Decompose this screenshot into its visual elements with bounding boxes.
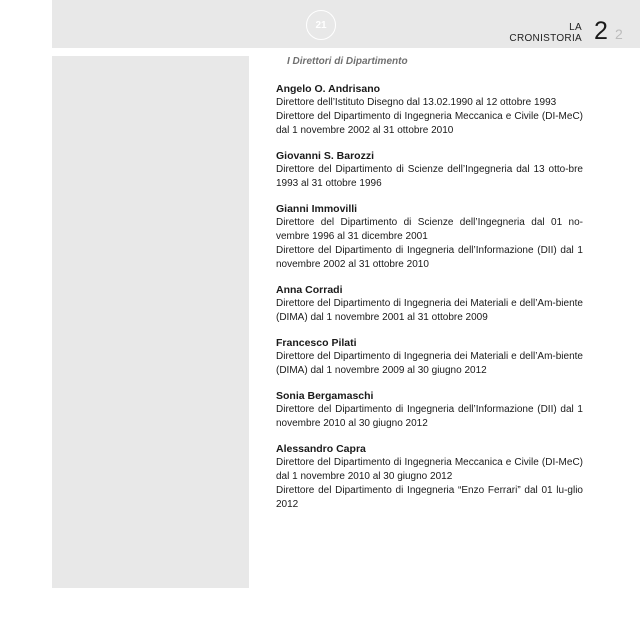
director-entry — [276, 149, 583, 191]
director-role: Direttore del Dipartimento di Ingegneria Meccanica e Civile (DI-MeC) dal 1 novembre 2002 al 31 ottobre 2010 — [276, 111, 583, 136]
director-role: Direttore del Dipartimento di Scienze dell’Ingegneria dal 01 no-vembre 1996 al 31 dicembre 2001 — [276, 217, 583, 242]
director-entry — [276, 82, 583, 138]
side-panel — [52, 56, 249, 588]
director-name: Sonia Bergamaschi — [276, 390, 374, 402]
director-role: Direttore del Dipartimento di Ingegneria Meccanica e Civile (DI-MeC) dal 1 novembre 2010 al 30 giugno 2012 — [276, 457, 583, 482]
section-label-line1: LA — [569, 22, 582, 33]
director-role: Direttore del Dipartimento di Ingegneria dei Materiali e dell’Am-biente (DIMA) dal 1 novembre 2001 al 31 ottobre 2009 — [276, 298, 583, 323]
director-name: Alessandro Capra — [276, 443, 366, 455]
director-role: Direttore del Dipartimento di Ingegneria dell’Informazione (DII) dal 1 novembre 2010 al 30 giugno 2012 — [276, 404, 583, 429]
director-entry — [276, 202, 583, 272]
director-name: Angelo O. Andrisano — [276, 83, 381, 95]
director-name: Gianni Immovilli — [276, 203, 358, 215]
director-name: Anna Corradi — [276, 284, 343, 296]
director-role: Direttore dell’Istituto Disegno dal 13.02.1990 al 12 ottobre 1993 — [276, 97, 557, 108]
director-name: Giovanni S. Barozzi — [276, 150, 375, 162]
director-role: Direttore del Dipartimento di Ingegneria “Enzo Ferrari” dal 01 lu-glio 2012 — [276, 485, 583, 510]
page-number-badge — [306, 10, 336, 40]
section-label-line2: CRONISTORIA — [509, 33, 582, 44]
directors-list — [276, 82, 583, 523]
director-entry — [276, 283, 583, 325]
section-title: I Direttori di Dipartimento — [287, 56, 408, 67]
running-section-label — [509, 22, 582, 44]
chapter-number-ghost: 2 — [615, 26, 623, 42]
director-role: Direttore del Dipartimento di Ingegneria dell’Informazione (DII) dal 1 novembre 2002 al 31 ottobre 2010 — [276, 245, 583, 270]
director-role: Direttore del Dipartimento di Ingegneria dei Materiali e dell’Am-biente (DIMA) dal 1 novembre 2009 al 30 giugno 2012 — [276, 351, 583, 376]
director-name: Francesco Pilati — [276, 337, 357, 349]
page-number: 21 — [315, 19, 327, 31]
director-entry — [276, 336, 583, 378]
director-entry — [276, 389, 583, 431]
director-role: Direttore del Dipartimento di Scienze dell’Ingegneria dal 13 otto-bre 1993 al 31 ottobre 1996 — [276, 164, 583, 189]
director-entry — [276, 442, 583, 512]
chapter-number: 2 — [594, 17, 608, 45]
